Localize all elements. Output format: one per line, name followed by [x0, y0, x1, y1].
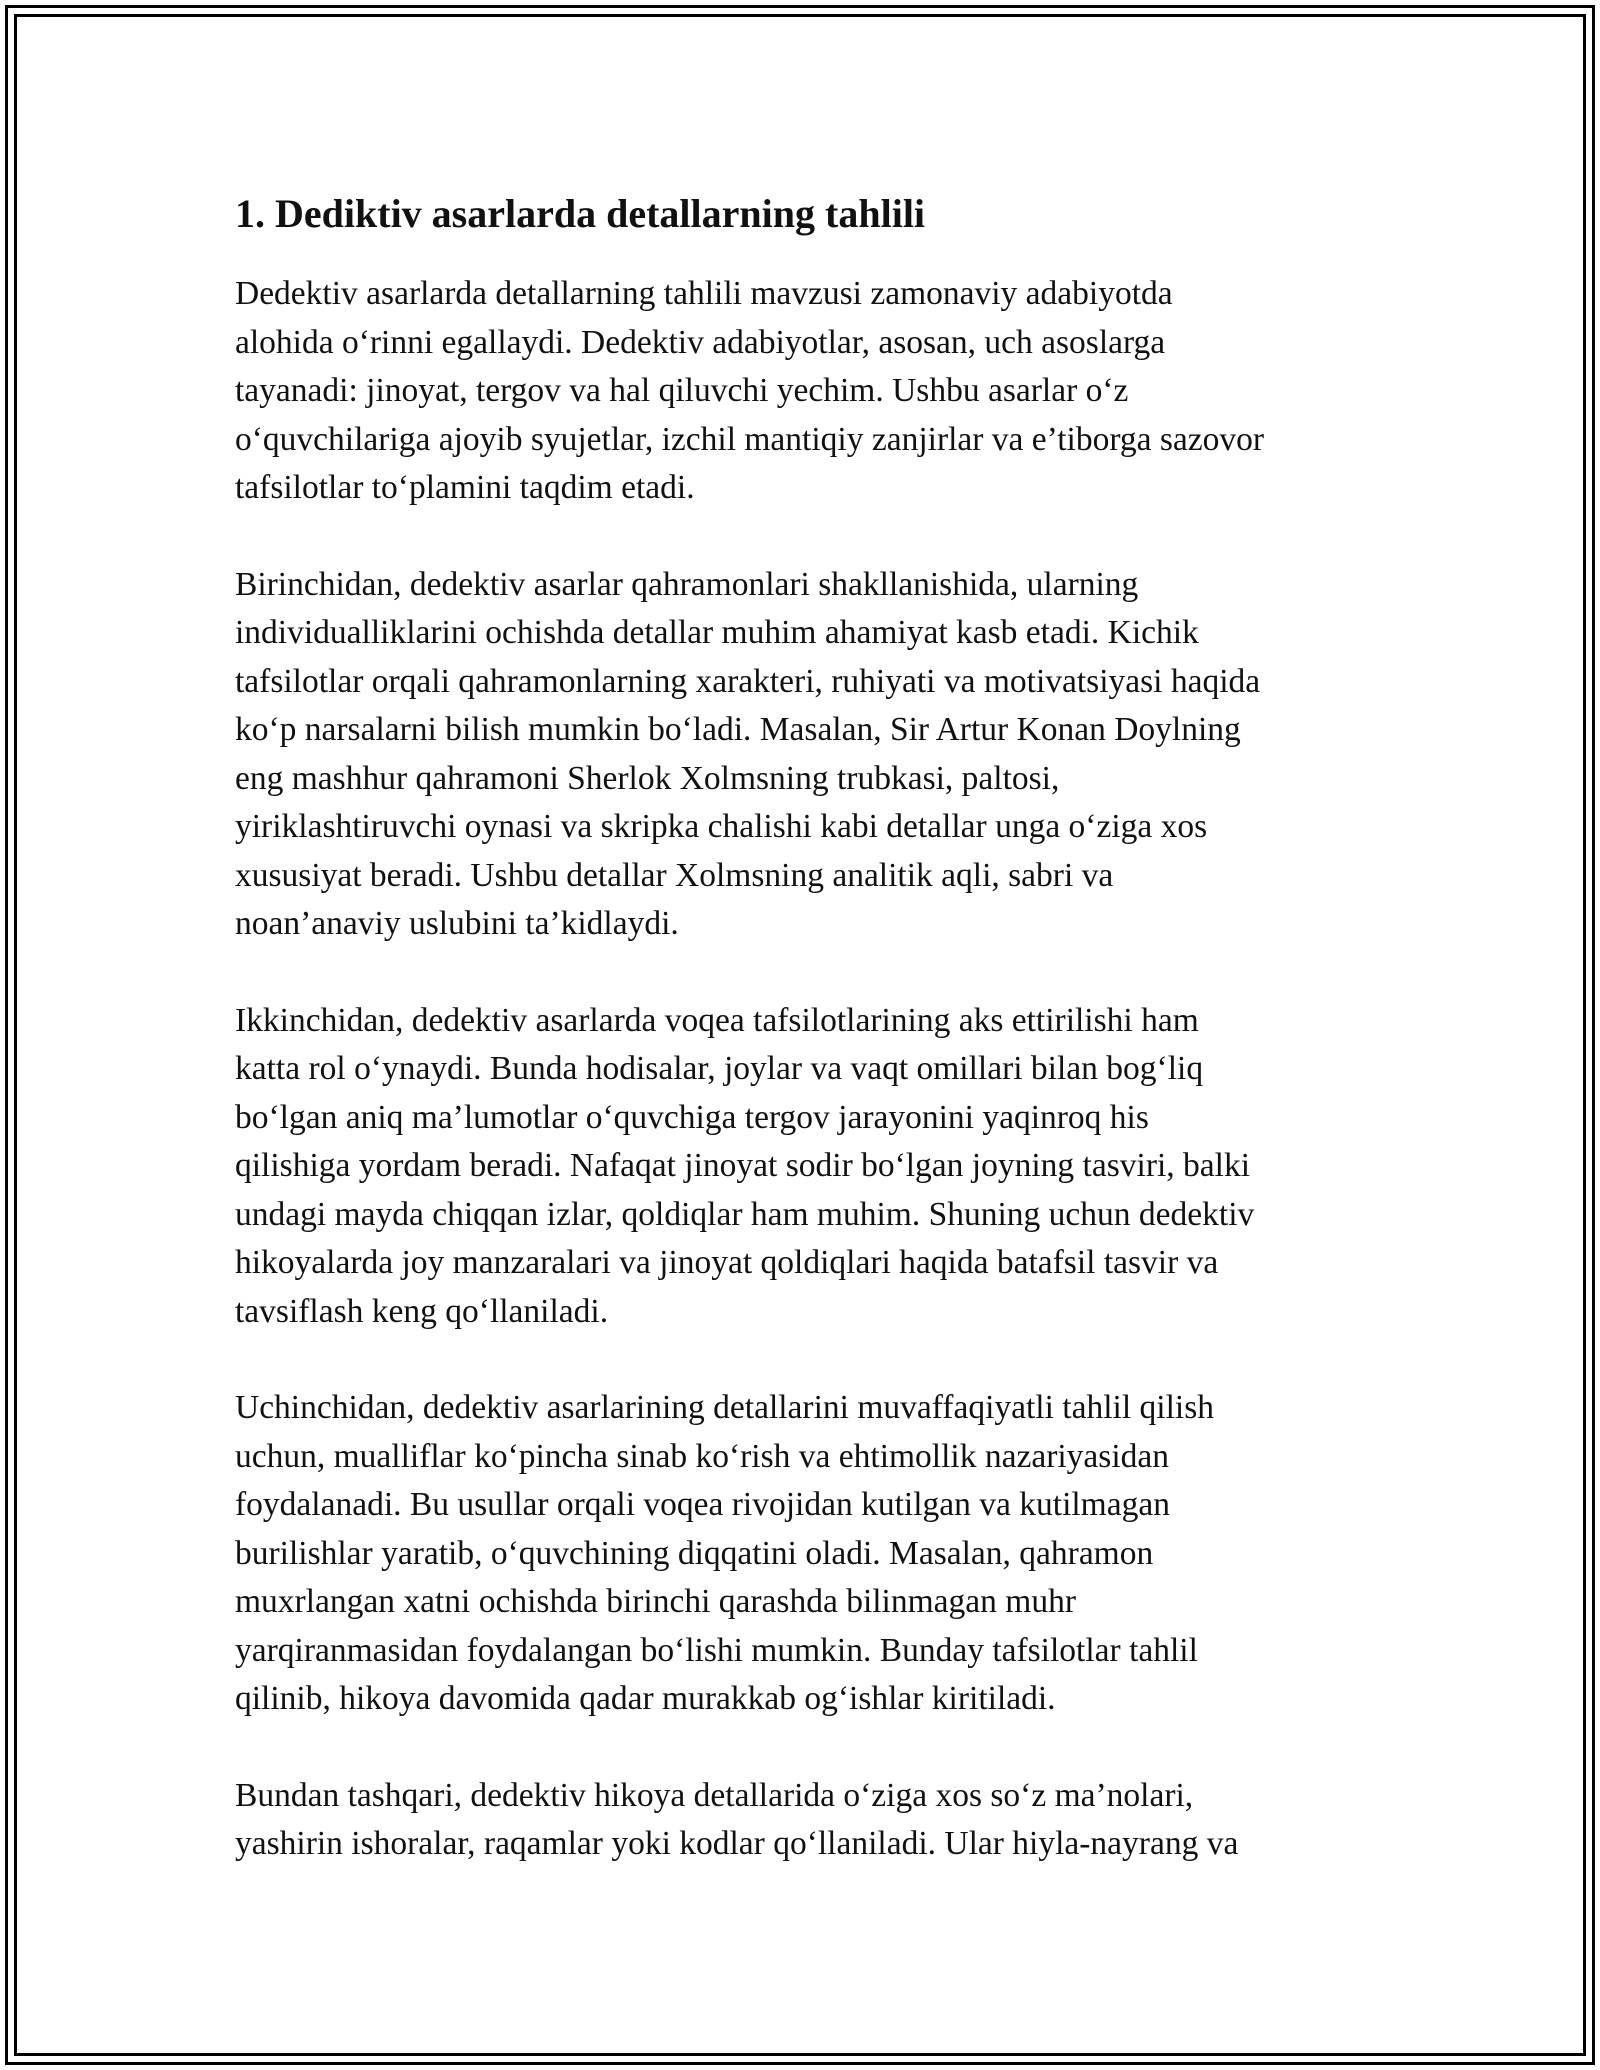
- text-line: tafsilotlar to‘plamini taqdim etadi.: [235, 469, 695, 506]
- text-line: tayanadi: jinoyat, tergov va hal qiluvchi yechim. Ushbu asarlar o‘z: [235, 372, 1129, 409]
- text-line: ko‘p narsalarni bilish mumkin bo‘ladi. Masalan, Sir Artur Konan Doylning: [235, 711, 1241, 748]
- document-body: [235, 186, 1395, 1917]
- text-line: xususiyat beradi. Ushbu detallar Xolmsning analitik aqli, sabri va: [235, 856, 1114, 894]
- text-line: Birinchidan, dedektiv asarlar qahramonlari shakllanishida, ularning: [235, 565, 1139, 603]
- text-line: hikoyalarda joy manzaralari va jinoyat qoldiqlari haqida batafsil tasvir va: [235, 1244, 1219, 1281]
- text-line: foydalanadi. Bu usullar orqali voqea rivojidan kutilgan va kutilmagan: [235, 1486, 1170, 1523]
- text-line: yashirin ishoralar, raqamlar yoki kodlar qo‘llaniladi. Ular hiyla-nayrang va: [235, 1825, 1239, 1862]
- text-line: yarqiranmasidan foydalangan bo‘lishi mumkin. Bunday tafsilotlar tahlil: [235, 1631, 1198, 1669]
- text-line: Ikkinchidan, dedektiv asarlarda voqea tafsilotlarining aks ettirilishi ham: [235, 1001, 1199, 1039]
- text-line: Uchinchidan, dedektiv asarlarining detallarini muvaffaqiyatli tahlil qilish: [235, 1389, 1214, 1426]
- text-line: burilishlar yaratib, o‘quvchining diqqatini oladi. Masalan, qahramon: [235, 1534, 1154, 1572]
- text-line: qilishiga yordam beradi. Nafaqat jinoyat sodir bo‘lgan joyning tasviri, balki: [235, 1147, 1251, 1184]
- text-line: undagi mayda chiqqan izlar, qoldiqlar ham muhim. Shuning uchun dedektiv: [235, 1195, 1255, 1233]
- text-line: individualliklarini ochishda detallar muhim ahamiyat kasb etadi. Kichik: [235, 614, 1199, 651]
- text-line: qilinib, hikoya davomida qadar murakkab og‘ishlar kiritiladi.: [235, 1680, 1056, 1717]
- text-line: tafsilotlar orqali qahramonlarning xarakteri, ruhiyati va motivatsiyasi haqida: [235, 662, 1261, 700]
- paragraph-5: [235, 1772, 1395, 1869]
- section-heading: 1. Dediktiv asarlarda detallarning tahlili: [235, 191, 926, 236]
- text-line: muxrlangan xatni ochishda birinchi qarashda bilinmagan muhr: [235, 1583, 1077, 1620]
- paragraph-2: [235, 561, 1395, 949]
- paragraph-1: [235, 270, 1395, 513]
- text-line: tavsiflash keng qo‘llaniladi.: [235, 1292, 609, 1330]
- text-line: bo‘lgan aniq ma’lumotlar o‘quvchiga tergov jarayonini yaqinroq his: [235, 1098, 1149, 1136]
- text-line: yiriklashtiruvchi oynasi va skripka chalishi kabi detallar unga o‘ziga xos: [235, 808, 1208, 845]
- paragraph-3: [235, 997, 1395, 1337]
- text-line: uchun, mualliflar ko‘pincha sinab ko‘rish va ehtimollik nazariyasidan: [235, 1437, 1170, 1475]
- text-line: Bundan tashqari, dedektiv hikoya detallarida o‘ziga xos so‘z ma’nolari,: [235, 1776, 1194, 1814]
- text-line: Dedektiv asarlarda detallarning tahlili mavzusi zamonaviy adabiyotda: [235, 275, 1173, 312]
- text-line: eng mashhur qahramoni Sherlok Xolmsning trubkasi, paltosi,: [235, 759, 1060, 797]
- text-line: o‘quvchilariga ajoyib syujetlar, izchil mantiqiy zanjirlar va e’tiborga sazovor: [235, 420, 1265, 458]
- text-line: katta rol o‘ynaydi. Bunda hodisalar, joylar va vaqt omillari bilan bog‘liq: [235, 1050, 1204, 1087]
- text-line: alohida o‘rinni egallaydi. Dedektiv adabiyotlar, asosan, uch asoslarga: [235, 323, 1166, 361]
- text-line: noan’anaviy uslubini ta’kidlaydi.: [235, 905, 679, 942]
- paragraph-4: [235, 1384, 1395, 1724]
